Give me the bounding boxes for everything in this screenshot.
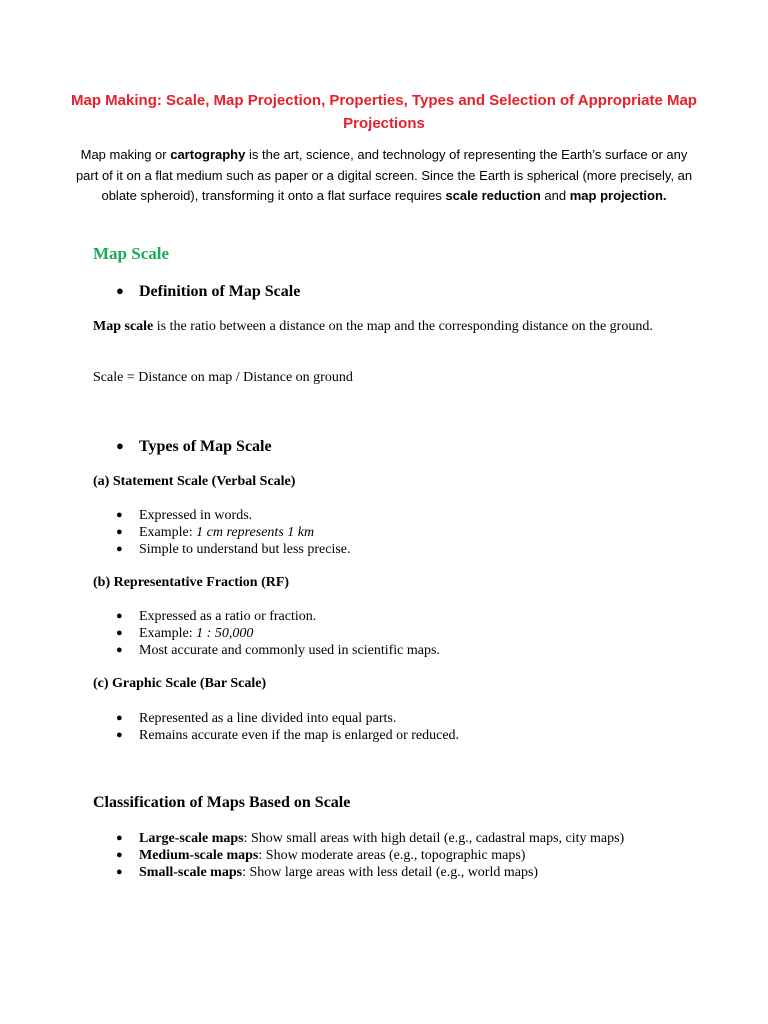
bullet-icon: ● bbox=[116, 866, 123, 878]
intro-text-2: is the art, science, and technology of representing the Earth’s surface or any part of it on a flat medium such as paper or a digital screen. Since the Earth is spherical (more precisely, an oblate spheroid), transforming it onto a flat surface requires bbox=[75, 147, 693, 203]
bullet-icon: ● bbox=[116, 610, 123, 622]
example-value: 1 : 50,000 bbox=[196, 626, 254, 641]
bullet-icon: ● bbox=[116, 832, 123, 844]
list-item bbox=[116, 727, 676, 744]
subheading-statement-scale: (a) Statement Scale (Verbal Scale) bbox=[93, 474, 296, 489]
list-item bbox=[116, 608, 676, 625]
types-heading-text: Types of Map Scale bbox=[139, 438, 272, 455]
list-item-text: : Show large areas with less detail (e.g., world maps) bbox=[242, 865, 539, 880]
list-item bbox=[116, 710, 676, 727]
statement-scale-list bbox=[116, 507, 676, 558]
bullet-icon: ● bbox=[116, 526, 123, 538]
scale-formula: Scale = Distance on map / Distance on ground bbox=[93, 370, 353, 385]
list-item-text: Example: bbox=[139, 626, 197, 641]
medium-scale-term: Medium-scale maps bbox=[139, 848, 259, 863]
list-item-text: Expressed as a ratio or fraction. bbox=[139, 609, 317, 624]
bullet-icon: ● bbox=[116, 729, 123, 741]
large-scale-term: Large-scale maps bbox=[139, 831, 244, 846]
list-item-text: Expressed in words. bbox=[139, 508, 253, 523]
list-item bbox=[116, 507, 676, 524]
definition-heading-text: Definition of Map Scale bbox=[139, 283, 301, 300]
list-item bbox=[116, 830, 646, 847]
list-item bbox=[116, 524, 676, 541]
classification-heading: Classification of Maps Based on Scale bbox=[93, 794, 351, 811]
intro-text-3: and bbox=[540, 188, 570, 203]
list-item bbox=[116, 864, 646, 881]
list-item-text: : Show moderate areas (e.g., topographic maps) bbox=[258, 848, 526, 863]
list-item bbox=[116, 642, 676, 659]
classification-list bbox=[116, 830, 646, 881]
list-item-text: Most accurate and commonly used in scientific maps. bbox=[139, 643, 440, 658]
intro-term-scale-reduction: scale reduction bbox=[445, 188, 541, 203]
bullet-icon: ● bbox=[116, 283, 124, 298]
list-item-text: Represented as a line divided into equal parts. bbox=[139, 711, 397, 726]
bullet-icon: ● bbox=[116, 509, 123, 521]
rf-list bbox=[116, 608, 676, 659]
small-scale-term: Small-scale maps bbox=[139, 865, 243, 880]
definition-text: is the ratio between a distance on the map and the corresponding distance on the ground. bbox=[153, 319, 653, 334]
definition-paragraph bbox=[93, 319, 683, 335]
definition-heading bbox=[116, 283, 300, 301]
bullet-icon: ● bbox=[116, 644, 123, 656]
bullet-icon: ● bbox=[116, 438, 124, 453]
list-item bbox=[116, 847, 646, 864]
types-heading bbox=[116, 438, 272, 456]
list-item bbox=[116, 625, 676, 642]
bullet-icon: ● bbox=[116, 712, 123, 724]
intro-text-1: Map making or bbox=[80, 147, 171, 162]
definition-term: Map scale bbox=[93, 319, 154, 334]
section-heading-map-scale: Map Scale bbox=[93, 244, 170, 263]
example-value: 1 cm represents 1 km bbox=[196, 525, 315, 540]
intro-paragraph bbox=[70, 145, 698, 207]
list-item-text: Simple to understand but less precise. bbox=[139, 542, 351, 557]
bullet-icon: ● bbox=[116, 627, 123, 639]
list-item-text: : Show small areas with high detail (e.g., cadastral maps, city maps) bbox=[243, 831, 625, 846]
bullet-icon: ● bbox=[116, 543, 123, 555]
subheading-graphic-scale: (c) Graphic Scale (Bar Scale) bbox=[93, 676, 267, 691]
intro-term-map-projection: map projection. bbox=[569, 188, 667, 203]
list-item bbox=[116, 541, 676, 558]
document-title: Map Making: Scale, Map Projection, Properties, Types and Selection of Appropriate Map Projections bbox=[71, 92, 697, 132]
bullet-icon: ● bbox=[116, 849, 123, 861]
graphic-scale-list bbox=[116, 710, 676, 744]
list-item-text: Example: bbox=[139, 525, 197, 540]
list-item-text: Remains accurate even if the map is enlarged or reduced. bbox=[139, 728, 460, 743]
intro-term-cartography: cartography bbox=[170, 147, 246, 162]
subheading-representative-fraction: (b) Representative Fraction (RF) bbox=[93, 575, 290, 590]
